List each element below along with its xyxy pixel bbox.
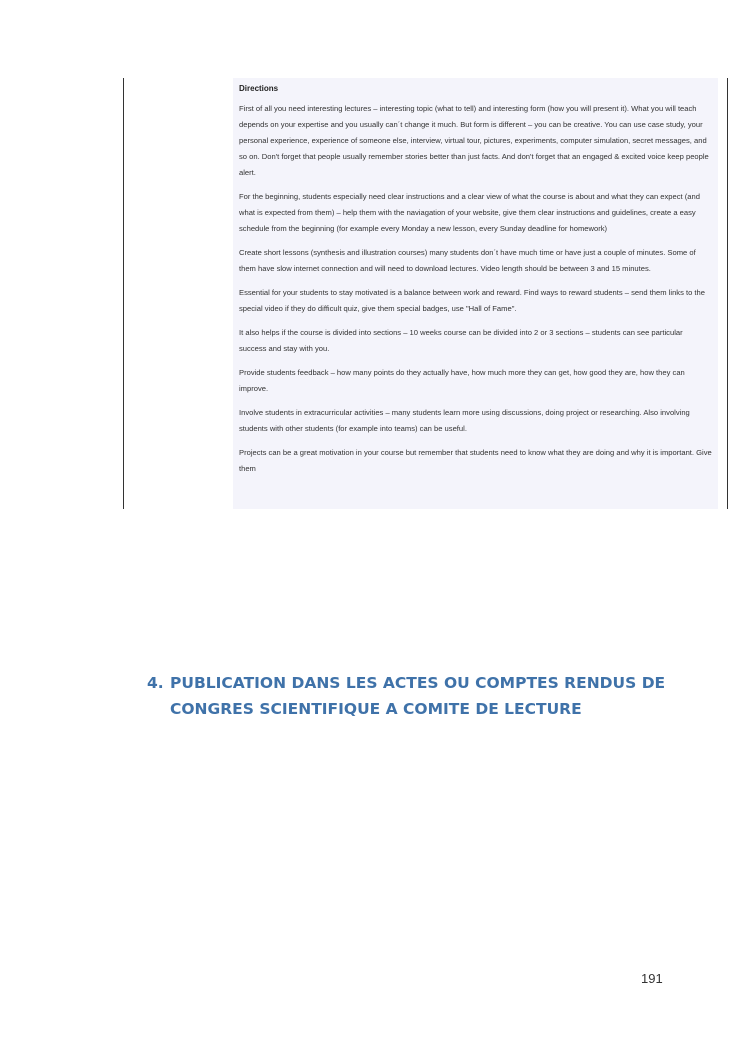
section-title-line-2: CONGRES SCIENTIFIQUE A COMITE DE LECTURE [170, 700, 582, 718]
directions-paragraph: Projects can be a great motivation in your course but remember that students need to know what they are doing and why it is important. Give them [239, 448, 712, 473]
section-title-line-1: PUBLICATION DANS LES ACTES OU COMPTES RENDUS DE [170, 674, 666, 692]
page-number: 191 [641, 971, 663, 986]
directions-paragraph: Involve students in extracurricular activities – many students learn more using discussions, doing project or researching. Also involving students with other students (for example into teams) can be useful. [239, 408, 690, 433]
screenshot-left-border [123, 78, 124, 509]
directions-paragraph: Essential for your students to stay motivated is a balance between work and reward. Find ways to reward students – send them links to the special video if they do difficult quiz, give them special badges, use "Hall of Fame". [239, 288, 705, 313]
directions-paragraph: First of all you need interesting lectures – interesting topic (what to tell) and interesting form (how you will present it). What you will teach depends on your expertise and you usually can´t change it much. But form is different – you can be creative. You can use case study, your personal experience, experience of someone else, interview, virtual tour, pictures, experiments, computer simulation, secret messages, and so on. Don't forget that people usually remember stories better than just facts. And don't forget that an engaged & excited voice keep people alert. [239, 104, 709, 177]
section-number: 4. [147, 674, 164, 692]
directions-panel [233, 78, 718, 509]
directions-heading: Directions [239, 84, 279, 93]
embedded-screenshot [123, 78, 728, 509]
directions-paragraph: It also helps if the course is divided into sections – 10 weeks course can be divided into 2 or 3 sections – students can see particular success and stay with you. [239, 328, 683, 353]
directions-paragraph: Create short lessons (synthesis and illustration courses) many students don´t have much time or have just a couple of minutes. Some of them have slow internet connection and will need to download lectures. Video length should be between 3 and 15 minutes. [239, 248, 696, 273]
screenshot-right-border [727, 78, 728, 509]
directions-paragraph: Provide students feedback – how many points do they actually have, how much more they can get, how good they are, how they can improve. [239, 368, 685, 393]
directions-paragraph: For the beginning, students especially need clear instructions and a clear view of what the course is about and what they can expect (and what is expected from them) – help them with the naviagation of your website, give them clear instructions and guidelines, create a easy schedule from the beginning (for example every Monday a new lesson, every Sunday deadline for homework) [239, 192, 700, 233]
